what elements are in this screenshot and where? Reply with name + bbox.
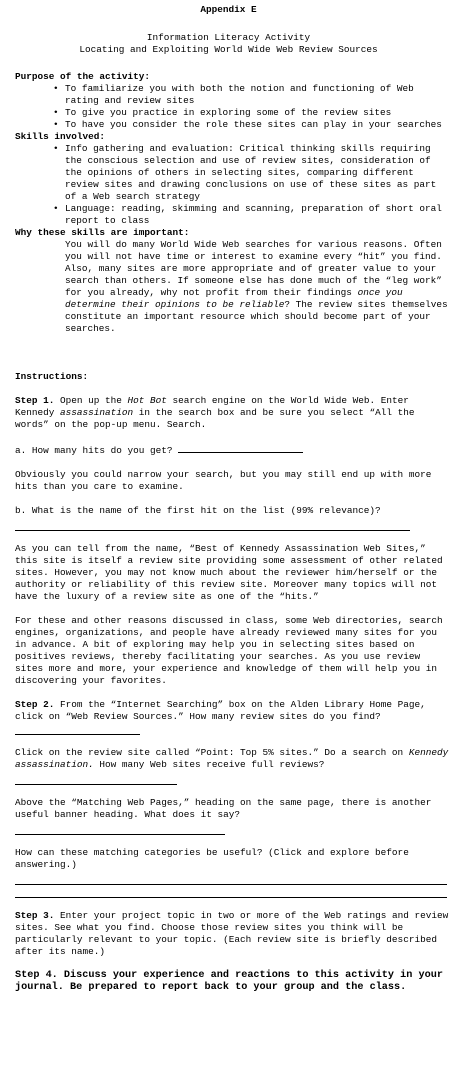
answer-line-banner[interactable] (15, 823, 225, 835)
document (15, 4, 450, 994)
step-4: Step 4. Discuss your experience and reactions to this activity in your journal. Be prepared to report back to your group and the class. (15, 970, 443, 993)
skills-item: • Language: reading, skimming and scanning, preparation of short oral report to class (65, 203, 450, 227)
step-2-text: From the “Internet Searching” box on the Alden Library Home Page, click on “Web Review Sources.” How many review sites do you find? (15, 699, 426, 722)
why-text-a: You will do many World Wide Web searches for various reasons. Often you will not have time or interest to examine every “hit” you find. Also, many sites are more appropriate and of greater value to your search than others. If someone else has done much of the “leg work” for you already, why not profit from their findings (65, 239, 442, 298)
point-italic: Kennedy assassination. (15, 747, 449, 770)
step-1-assassination: assassination (60, 407, 134, 418)
why-text-b: ? The review sites themselves constitute an important resource which should become part of your searches. (65, 299, 448, 334)
answer-line-point[interactable] (15, 773, 177, 785)
step-1-text-a: Open up the (54, 395, 128, 406)
purpose-item: • To have you consider the role these sites can play in your searches (65, 119, 450, 131)
paragraph-point (15, 747, 450, 771)
step-1-text-b: search engine on the World Wide Web. Enter Kennedy (15, 395, 409, 418)
step-1-text-c: in the search box and be sure you select “All the words” on the pop-up menu. Search. (15, 407, 415, 430)
purpose-heading: Purpose of the activity: (15, 71, 151, 82)
step-3 (15, 910, 450, 958)
paragraph-banner: Above the “Matching Web Pages,” heading on the same page, there is another useful banner heading. What does it say? (15, 797, 432, 820)
why-heading: Why these skills are important: (15, 227, 190, 238)
paragraph-other-reasons: For these and other reasons discussed in class, some Web directories, search engines, organizations, and people have already reviewed many sites for you in advance. A bit of exploring may help you in selecting sites based on positives reviews, thereby facilitating your searches. As you use review sites more and more, your experience and knowledge of them will help you in discovering your favorites. (15, 615, 443, 686)
purpose-item: • To give you practice in exploring some of the review sites (65, 107, 450, 119)
why-text-italic: once you determine their opinions to be reliable (65, 287, 403, 310)
paragraph-narrow: Obviously you could narrow your search, but you may still end up with more hits than you care to examine. (15, 469, 432, 492)
instructions-heading: Instructions: (15, 371, 89, 382)
step-1 (15, 395, 450, 431)
answer-line-b[interactable] (15, 519, 410, 531)
skills-heading: Skills involved: (15, 131, 106, 142)
point-text-b: How many Web sites receive full reviews? (93, 759, 325, 770)
purpose-list (15, 83, 450, 131)
answer-line-step2[interactable] (15, 723, 140, 735)
step-1-label: Step 1. (15, 395, 55, 406)
title-line-2: Locating and Exploiting World Wide Web Review Sources (79, 44, 378, 55)
question-a-text: a. How many hits do you get? (15, 445, 173, 456)
title-line-1: Information Literacy Activity (146, 32, 311, 43)
step-3-text: Enter your project topic in two or more of the Web ratings and review sites. See what you find. Choose those review sites you think will be particularly relevant to your topic. (Each review site is briefly described after its name.) (15, 910, 449, 957)
step-1-hotbot: Hot Bot (127, 395, 167, 406)
appendix-label: Appendix E (200, 4, 257, 15)
question-a (15, 443, 450, 457)
skills-item: • Info gathering and evaluation: Critical thinking skills requiring the conscious selection and use of review sites, consideration of the opinions of others in selecting sites, comparing different review sites and drawing conclusions on use of these sites as part of a Web search strategy (65, 143, 450, 203)
answer-line-categories-1[interactable] (15, 873, 447, 885)
question-b: b. What is the name of the first hit on the list (99% relevance)? (15, 505, 381, 516)
step-2 (15, 699, 450, 723)
step-3-label: Step 3. (15, 910, 55, 921)
purpose-item: • To familiarize you with both the notion and functioning of Web rating and review sites (65, 83, 450, 107)
step-2-label: Step 2. (15, 699, 55, 710)
skills-list (15, 143, 450, 227)
answer-line-categories-2[interactable] (15, 886, 447, 898)
paragraph-best-of: As you can tell from the name, “Best of Kennedy Assassination Web Sites,” this site is itself a review site providing some assessment of other related sites. However, you may not know much about the reviewer him/herself or the authority or reliability of this review site. Moreover many topics will not have the luxury of a review site as one of the “hits.” (15, 543, 443, 602)
point-text-a: Click on the review site called “Point: Top 5% sites.” Do a search on (15, 747, 409, 758)
answer-blank-a[interactable] (178, 443, 303, 453)
paragraph-categories: How can these matching categories be useful? (Click and explore before answering.) (15, 847, 409, 870)
why-paragraph (65, 239, 450, 335)
